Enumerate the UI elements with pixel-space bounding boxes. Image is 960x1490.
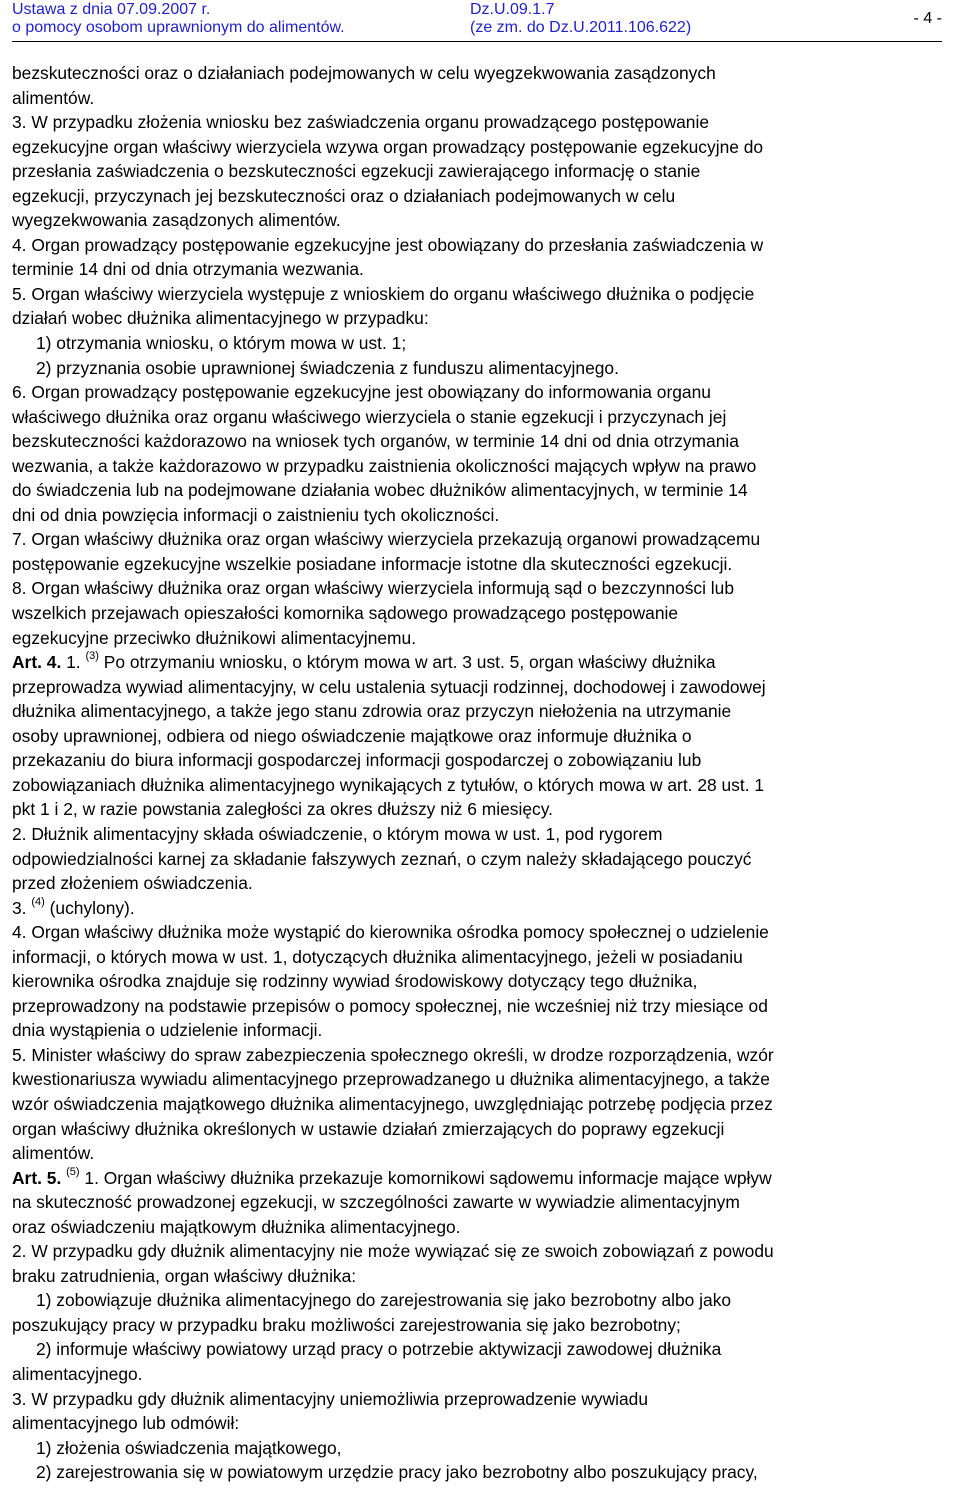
text-line [12,454,942,479]
line-text: wezwania, a także każdorazowo w przypadku zaistnienia okoliczności mających wpływ na prawo [12,455,757,476]
text-line [12,331,942,356]
text-line [12,797,942,822]
line-text: poszukujący pracy w przypadku braku możliwości zarejestrowania się jako bezrobotny; [12,1314,681,1335]
line-text: 2. W przypadku gdy dłużnik alimentacyjny nie może wywiązać się ze swoich zobowiązań z powodu [12,1241,774,1262]
text-line [12,1117,942,1142]
line-text: zobowiązaniach dłużnika alimentacyjnego wynikających z tytułów, o których mowa w art. 28 ust. 1 [12,774,765,795]
text-line [12,1387,942,1412]
line-text: działań wobec dłużnika alimentacyjnego w przypadku: [12,308,429,329]
line-text: wyegzekwowania zasądzonych alimentów. [12,210,341,231]
text-line [12,847,942,872]
line-text: wszelkich przejawach opieszałości komornika sądowego prowadzącego postępowanie [12,603,679,624]
text-line [12,135,942,160]
footnote-ref: (3) [85,650,99,663]
text-line [12,1092,942,1117]
text-line [12,699,942,724]
text-line [12,1190,942,1215]
line-text: 1. Organ właściwy dłużnika przekazuje komornikowi sądowemu informacje mające wpływ [79,1167,772,1188]
text-line [12,1141,942,1166]
line-text: organ właściwy dłużnika określonych w ustawie działań zmierzających do poprawy egzekucji [12,1118,725,1139]
line-text: egzekucyjne organ właściwy wierzyciela wzywa organ prowadzący postępowanie egzekucyjne do [12,136,764,157]
text-line [12,601,942,626]
text-line [12,822,942,847]
text-line [12,650,942,675]
text-line [12,1018,942,1043]
text-line [12,1043,942,1068]
line-text: braku zatrudnienia, organ właściwy dłużnika: [12,1265,357,1286]
line-text: przesłania zaświadczenia o bezskuteczności egzekucji zawierającego informację o stanie [12,161,701,182]
line-text: 4. Organ właściwy dłużnika może wystąpić do kierownika ośrodka pomocy społecznej o udzielenie [12,922,769,943]
text-line [12,1313,942,1338]
line-text: bezskuteczności każdorazowo na wniosek tych organów, w terminie 14 dni od dnia otrzymania [12,431,739,452]
text-line [12,380,942,405]
line-text: odpowiedzialności karnej za składanie fałszywych zeznań, o czym należy składającego pouczyć [12,848,752,869]
line-text: kierownika ośrodka znajduje się rodzinny wywiad środowiskowy dotyczący tego dłużnika, [12,971,698,992]
line-text: alimentacyjnego lub odmówił: [12,1413,240,1434]
footnote-ref: (5) [66,1165,80,1178]
text-line [12,576,942,601]
line-text: 7. Organ właściwy dłużnika oraz organ właściwy wierzyciela przekazują organowi prowadzącemu [12,529,761,550]
text-line [12,257,942,282]
line-text: dnia wystąpienia o udzielenie informacji. [12,1020,323,1041]
text-line [12,478,942,503]
header-journal-number: Dz.U.09.1.7 [470,1,555,18]
line-text: bezskuteczności oraz o działaniach podejmowanych w celu wyegzekwowania zasądzonych [12,63,716,83]
line-text: 6. Organ prowadzący postępowanie egzekucyjne jest obowiązany do informowania organu [12,382,711,403]
text-line [12,1215,942,1240]
text-line [12,945,942,970]
line-text: do świadczenia lub na podejmowane działania wobec dłużników alimentacyjnych, w terminie 14 [12,480,748,501]
line-text: 3. W przypadku gdy dłużnik alimentacyjny uniemożliwia przeprowadzenie wywiadu [12,1388,649,1409]
text-line [12,1436,942,1461]
line-text: egzekucji, przyczynach jej bezskuteczności oraz o działaniach podejmowanych w celu [12,185,676,206]
header-act-title [12,1,345,37]
line-text: alimentów. [12,1143,95,1164]
page-number: - 4 - [913,10,942,27]
document-body [12,61,942,1485]
text-line [12,1411,942,1436]
text-line [12,184,942,209]
text-line [12,1288,942,1313]
header-act-subject: o pomocy osobom uprawnionym do alimentów. [12,19,345,36]
header-journal-ref [470,1,691,37]
text-line [12,1067,942,1092]
paragraph-number: 1. [61,652,86,673]
line-text: właściwego dłużnika oraz organu właściwego wierzyciela o stanie egzekucji i przyczynach jej [12,406,727,427]
text-line [12,871,942,896]
text-line [12,1239,942,1264]
text-line [12,1337,942,1362]
line-text: przed złożeniem oświadczenia. [12,873,253,894]
text-line [12,896,942,921]
line-text: kwestionariusza wywiadu alimentacyjnego przeprowadzanego u dłużnika alimentacyjnego, a także [12,1069,770,1090]
text-line [12,110,942,135]
line-text: informacji, o których mowa w ust. 1, dotyczących dłużnika alimentacyjnego, jeżeli w posiadaniu [12,946,743,967]
line-text: przeprowadza wywiad alimentacyjny, w celu ustalenia sytuacji rodzinnej, dochodowej i zawodowej [12,676,766,697]
text-line [12,675,942,700]
line-text: dłużnika alimentacyjnego, a także jego stanu zdrowia oraz przyczyn niełożenia na utrzymanie [12,701,732,722]
text-line [12,1166,942,1191]
line-text: terminie 14 dni od dnia otrzymania wezwania. [12,259,364,280]
text-line [12,626,942,651]
page-header [12,0,942,42]
article-number: Art. 4. [12,652,62,673]
line-text: 1) otrzymania wniosku, o którym mowa w ust. 1; [36,333,407,354]
header-act-date: Ustawa z dnia 07.09.2007 r. [12,1,211,18]
line-text: 2) zarejestrowania się w powiatowym urzędzie pracy jako bezrobotny albo poszukujący pracy, [36,1462,758,1483]
line-text: (uchylony). [44,897,135,918]
line-text: przeprowadzony na podstawie przepisów o pomocy społecznej, nie wcześniej niż trzy miesiące od [12,995,768,1016]
line-text: przekazaniu do biura informacji gospodarczej informacji gospodarczej o zobowiązaniu lub [12,750,702,771]
paragraph-number: 3. [12,897,32,918]
text-line [12,61,942,86]
text-line [12,724,942,749]
text-line [12,748,942,773]
text-line [12,356,942,381]
text-line [12,208,942,233]
line-text: Po otrzymaniu wniosku, o którym mowa w art. 3 ust. 5, organ właściwy dłużnika [98,652,716,673]
text-line [12,282,942,307]
line-text: 2) informuje właściwy powiatowy urząd pracy o potrzebie aktywizacji zawodowej dłużnika [36,1339,722,1360]
line-text: 5. Minister właściwy do spraw zabezpieczenia społecznego określi, w drodze rozporządzenia, wzór [12,1044,774,1065]
text-line [12,920,942,945]
text-line [12,1460,942,1485]
text-line [12,503,942,528]
line-text: 1) złożenia oświadczenia majątkowego, [36,1437,342,1458]
line-text: 2. Dłużnik alimentacyjny składa oświadczenie, o którym mowa w ust. 1, pod rygorem [12,823,663,844]
line-text: 2) przyznania osobie uprawnionej świadczenia z funduszu alimentacyjnego. [36,357,619,378]
line-text: 1) zobowiązuje dłużnika alimentacyjnego do zarejestrowania się jako bezrobotny albo jako [36,1290,732,1311]
text-line [12,969,942,994]
text-line [12,405,942,430]
line-text: oraz oświadczeniu majątkowym dłużnika alimentacyjnego. [12,1216,461,1237]
line-text: alimentów. [12,87,95,108]
line-text: 5. Organ właściwy wierzyciela występuje z wnioskiem do organu właściwego dłużnika o podjęcie [12,283,755,304]
line-text: osoby uprawnionej, odbiera od niego oświadczenie majątkowe oraz informuje dłużnika o [12,725,692,746]
line-text: alimentacyjnego. [12,1363,143,1384]
text-line [12,1264,942,1289]
line-text: pkt 1 i 2, w razie powstania zaległości za okres dłuższy niż 6 miesięcy. [12,799,553,820]
text-line [12,86,942,111]
line-text: 4. Organ prowadzący postępowanie egzekucyjne jest obowiązany do przesłania zaświadczenia w [12,234,764,255]
text-line [12,233,942,258]
line-text: wzór oświadczenia majątkowego dłużnika alimentacyjnego, uwzględniając potrzebę podjęcia przez [12,1093,773,1114]
line-text: 8. Organ właściwy dłużnika oraz organ właściwy wierzyciela informują sąd o bezczynności lub [12,578,735,599]
text-line [12,994,942,1019]
line-text: egzekucyjne przeciwko dłużnikowi alimentacyjnemu. [12,627,417,648]
line-text: na skuteczność prowadzonej egzekucji, w szczególności zawarte w wywiadzie alimentacyjnym [12,1192,740,1213]
text-line [12,552,942,577]
text-line [12,159,942,184]
article-number: Art. 5. [12,1167,62,1188]
line-text: postępowanie egzekucyjne wszelkie posiadane informacje istotne dla skuteczności egzekucji. [12,553,733,574]
text-line [12,429,942,454]
text-line [12,1362,942,1387]
header-amendments: (ze zm. do Dz.U.2011.106.622) [470,19,692,36]
line-text: dni od dnia powzięcia informacji o zaistnieniu tych okoliczności. [12,504,500,525]
line-text: 3. W przypadku złożenia wniosku bez zaświadczenia organu prowadzącego postępowanie [12,112,710,133]
text-line [12,527,942,552]
text-line [12,773,942,798]
text-line [12,306,942,331]
footnote-ref: (4) [31,895,45,908]
